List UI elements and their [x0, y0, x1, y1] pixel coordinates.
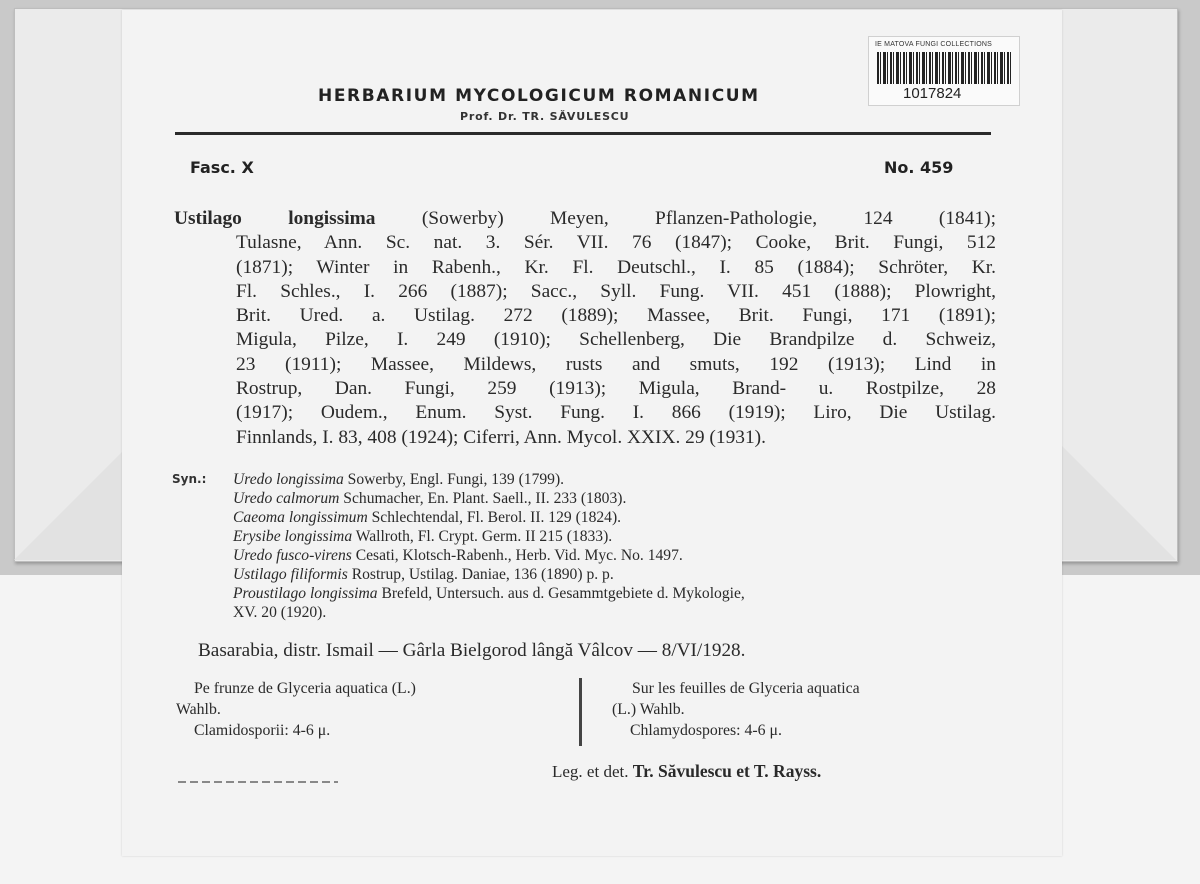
synonym-item: Ustilago filiformis Rostrup, Ustilag. Daniae, 136 (1890) p. p. [233, 566, 614, 583]
citation-line: Tulasne, Ann. Sc. nat. 3. Sér. VII. 76 (1847); Cooke, Brit. Fungi, 512 [236, 232, 996, 254]
barcode-number: 1017824 [903, 85, 962, 102]
locality: Basarabia, distr. Ismail — Gârla Bielgorod lângă Vâlcov — 8/VI/1928. [198, 640, 746, 661]
synonym-continuation: XV. 20 (1920). [233, 604, 327, 621]
header-rule [175, 132, 991, 135]
herbarium-subtitle: Prof. Dr. TR. SĂVULESCU [460, 110, 630, 123]
collector-line: Leg. et det. Tr. Săvulescu et T. Rayss. [552, 761, 822, 781]
citation-line: Brit. Ured. a. Ustilag. 272 (1889); Massee, Brit. Fungi, 171 (1891); [236, 305, 996, 327]
faint-rule [178, 781, 338, 783]
synonym-item: Caeoma longissimum Schlechtendal, Fl. Berol. II. 129 (1824). [233, 509, 622, 526]
envelope-flap-right [1056, 440, 1176, 560]
synonym-item: Uredo fusco-virens Cesati, Klotsch-Rabenh., Herb. Vid. Myc. No. 1497. [233, 547, 683, 564]
collector-names: Tr. Săvulescu et T. Rayss. [632, 761, 822, 781]
barcode-label [868, 36, 1020, 106]
citation-line: Ustilago longissima (Sowerby) Meyen, Pflanzen-Pathologie, 124 (1841); [174, 208, 996, 229]
column-divider [579, 678, 582, 746]
host-french: Sur les feuilles de Glyceria aquatica (L.) Wahlb. Chlamydospores: 4-6 μ. [612, 680, 860, 739]
species-citation [174, 207, 996, 450]
species-name: Ustilago longissima [174, 208, 376, 229]
citation-line: (1871); Winter in Rabenh., Kr. Fl. Deutschl., I. 85 (1884); Schröter, Kr. [236, 256, 996, 278]
citation-line: Finnlands, I. 83, 408 (1924); Ciferri, Ann. Mycol. XXIX. 29 (1931). [236, 426, 766, 448]
fascicle-number: Fasc. X [190, 158, 254, 177]
barcode-institution: IE MATOVA FUNGI COLLECTIONS [875, 41, 993, 48]
specimen-number: No. 459 [884, 158, 954, 177]
citation-line: Fl. Schles., I. 266 (1887); Sacc., Syll. Fung. VII. 451 (1888); Plowright, [236, 280, 996, 302]
synonym-item: Uredo calmorum Schumacher, En. Plant. Saell., II. 233 (1803). [233, 490, 627, 507]
synonym-item: Uredo longissima Sowerby, Engl. Fungi, 139 (1799). [233, 471, 565, 488]
barcode-image [877, 52, 1011, 84]
synonyms-list [233, 470, 1013, 622]
synonym-item: Proustilago longissima Brefeld, Untersuch. aus d. Gesammtgebiete d. Mykologie, [233, 585, 745, 602]
citation-line: 23 (1911); Massee, Mildews, rusts and smuts, 192 (1913); Lind in [236, 353, 996, 375]
citation-line: Migula, Pilze, I. 249 (1910); Schellenberg, Die Brandpilze d. Schweiz, [236, 329, 996, 351]
citation-line: (1917); Oudem., Enum. Syst. Fung. I. 866 (1919); Liro, Die Ustilag. [236, 402, 996, 424]
citation-line: Rostrup, Dan. Fungi, 259 (1913); Migula, Brand- u. Rostpilze, 28 [236, 378, 996, 400]
synonyms-label: Syn.: [172, 472, 207, 486]
synonym-item: Erysibe longissima Wallroth, Fl. Crypt. Germ. II 215 (1833). [233, 528, 613, 545]
herbarium-title: HERBARIUM MYCOLOGICUM ROMANICUM [318, 86, 760, 106]
host-romanian: Pe frunze de Glyceria aquatica (L.) Wahlb. Clamidosporii: 4-6 μ. [176, 680, 416, 739]
envelope-flap-left [14, 440, 134, 560]
